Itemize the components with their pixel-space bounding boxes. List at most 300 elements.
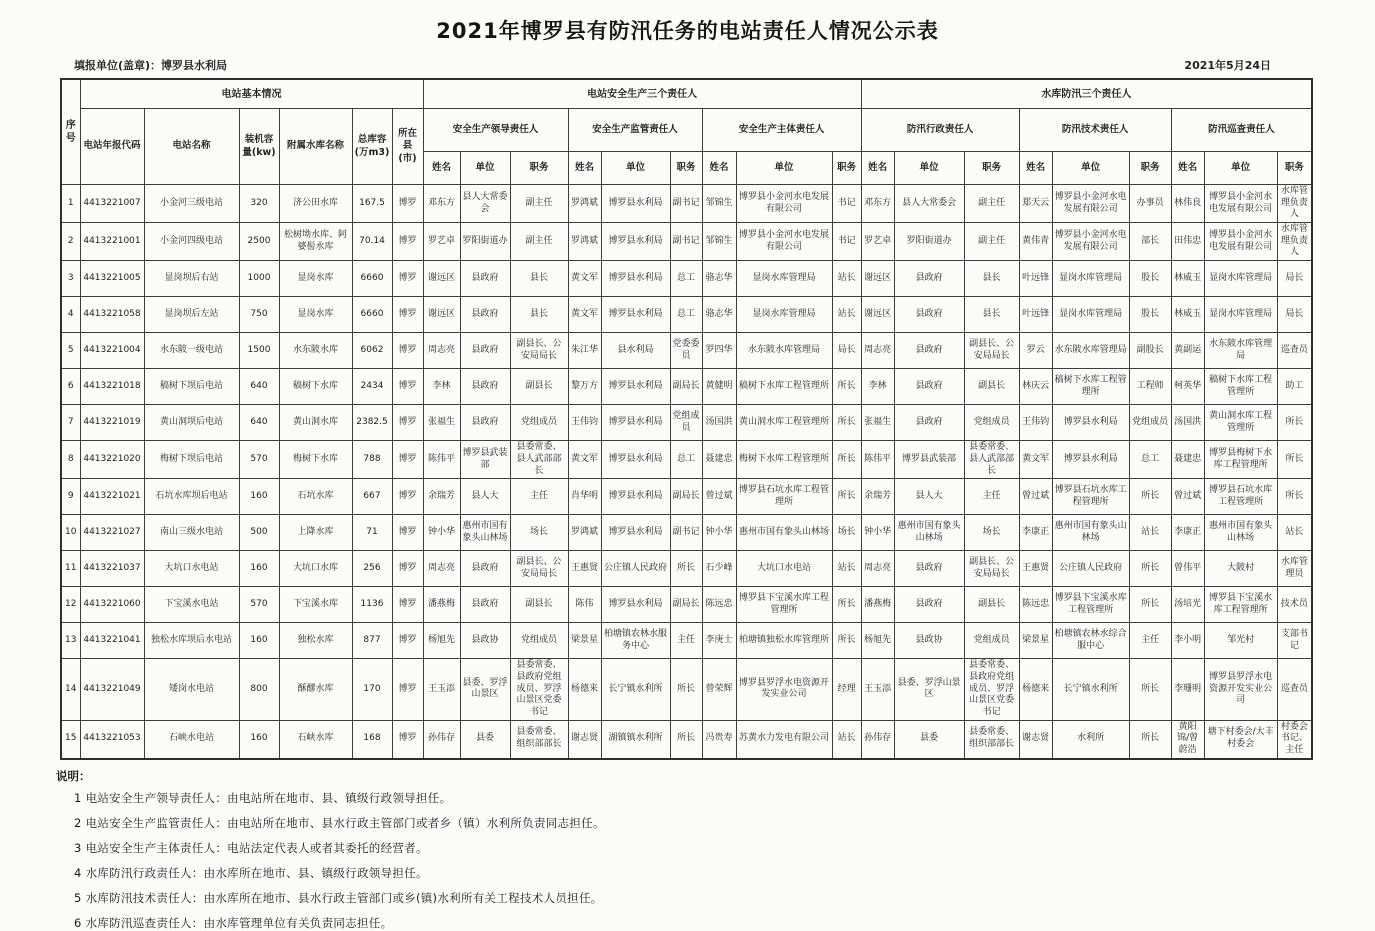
cell-station-name: 水东陂一级电站 (144, 333, 239, 369)
cell-flood-patrol-unit: 邹光村 (1204, 623, 1277, 659)
cell-station-name: 梅树下坝后电站 (144, 441, 239, 479)
cell-total-capacity: 2434 (352, 369, 392, 405)
table-row (61, 297, 1312, 333)
cell-flood-patrol-unit: 稿树下水库工程管理所 (1204, 369, 1277, 405)
cell-safety-supervisor-unit: 博罗县水利局 (601, 261, 670, 297)
cell-flood-tech-title: 所长 (1129, 659, 1171, 720)
cell-flood-patrol-name: 黄阳锦/曾蔚浩 (1171, 720, 1204, 759)
cell-safety-main-title: 站长 (832, 297, 861, 333)
cell-total-capacity: 168 (352, 720, 392, 759)
cell-flood-patrol-unit: 黄山洞水库工程管理所 (1204, 405, 1277, 441)
table-row (61, 515, 1312, 551)
cell-safety-main-unit: 梅树下水库工程管理所 (736, 441, 832, 479)
cell-capacity: 640 (239, 405, 279, 441)
cell-flood-patrol-unit: 博罗县罗浮水电资源开发实业公司 (1204, 659, 1277, 720)
cell-safety-supervisor-name: 朱江华 (568, 333, 601, 369)
col-header-title: 职务 (964, 152, 1019, 185)
cell-safety-main-unit: 黄山洞水库工程管理所 (736, 405, 832, 441)
cell-safety-leader-unit: 县人大 (460, 479, 510, 515)
cell-safety-leader-unit: 县政府 (460, 333, 510, 369)
table-row (61, 333, 1312, 369)
cell-capacity: 750 (239, 297, 279, 333)
cell-safety-leader-name: 谢远区 (423, 261, 460, 297)
cell-station-code: 4413221041 (80, 623, 144, 659)
cell-capacity: 160 (239, 623, 279, 659)
cell-safety-leader-title: 党组成员 (510, 623, 568, 659)
cell-safety-supervisor-title: 副局长 (670, 479, 702, 515)
cell-total-capacity: 2382.5 (352, 405, 392, 441)
col-header-name: 姓名 (702, 152, 736, 185)
cell-flood-tech-name: 曾过斌 (1019, 479, 1052, 515)
cell-flood-admin-name: 谢远区 (861, 297, 894, 333)
cell-reservoir-name: 独松水库 (279, 623, 352, 659)
cell-safety-main-title: 站长 (832, 551, 861, 587)
cell-safety-main-title: 书记 (832, 185, 861, 223)
cell-safety-leader-name: 潘燕梅 (423, 587, 460, 623)
cell-capacity: 160 (239, 479, 279, 515)
cell-flood-tech-unit: 惠州市国有象头山林场 (1052, 515, 1129, 551)
cell-total-capacity: 6660 (352, 297, 392, 333)
cell-safety-main-unit: 水东陂水库管理局 (736, 333, 832, 369)
col-header-name: 姓名 (568, 152, 601, 185)
cell-station-code: 4413221005 (80, 261, 144, 297)
cell-flood-admin-name: 谢远区 (861, 261, 894, 297)
cell-seq: 14 (61, 659, 80, 720)
cell-total-capacity: 6062 (352, 333, 392, 369)
cell-flood-admin-title: 副县长、公安局局长 (964, 333, 1019, 369)
cell-station-code: 4413221027 (80, 515, 144, 551)
cell-station-code: 4413221049 (80, 659, 144, 720)
cell-safety-main-title: 局长 (832, 333, 861, 369)
cell-safety-leader-title: 副县长 (510, 587, 568, 623)
col-header-unit: 单位 (601, 152, 670, 185)
cell-flood-patrol-title: 水库管理员 (1277, 551, 1312, 587)
cell-safety-main-unit: 博罗县小金河水电发展有限公司 (736, 185, 832, 223)
cell-flood-admin-unit: 博罗县武装部 (894, 441, 964, 479)
table-row (61, 479, 1312, 515)
cell-safety-main-unit: 大坑口水电站 (736, 551, 832, 587)
cell-reservoir-name: 显岗水库 (279, 261, 352, 297)
cell-flood-admin-title: 副县长、公安局局长 (964, 551, 1019, 587)
cell-safety-leader-title: 副主任 (510, 185, 568, 223)
cell-safety-supervisor-unit: 湖镇镇水利所 (601, 720, 670, 759)
cell-safety-supervisor-unit: 博罗县水利局 (601, 479, 670, 515)
cell-flood-admin-unit: 县政府 (894, 333, 964, 369)
cell-station-code: 4413221021 (80, 479, 144, 515)
cell-safety-supervisor-name: 黎万方 (568, 369, 601, 405)
cell-safety-leader-name: 陈伟平 (423, 441, 460, 479)
col-header-county: 所在县(市) (392, 109, 423, 185)
cell-seq: 1 (61, 185, 80, 223)
cell-safety-main-name: 陈远忠 (702, 587, 736, 623)
cell-safety-supervisor-title: 所长 (670, 720, 702, 759)
cell-total-capacity: 256 (352, 551, 392, 587)
note-item: 4 水库防汛行政责任人：由水库所在地市、县、镇级行政领导担任。 (74, 865, 428, 880)
cell-safety-main-title: 所长 (832, 441, 861, 479)
cell-county: 博罗 (392, 720, 423, 759)
cell-station-code: 4413221053 (80, 720, 144, 759)
cell-capacity: 1000 (239, 261, 279, 297)
cell-safety-leader-name: 谢远区 (423, 297, 460, 333)
cell-safety-main-unit: 稿树下水库工程管理所 (736, 369, 832, 405)
cell-flood-admin-unit: 县政府 (894, 551, 964, 587)
cell-flood-admin-name: 张福生 (861, 405, 894, 441)
cell-flood-admin-name: 周志亮 (861, 333, 894, 369)
cell-safety-supervisor-title: 副书记 (670, 515, 702, 551)
cell-flood-admin-unit: 县政府 (894, 587, 964, 623)
cell-total-capacity: 71 (352, 515, 392, 551)
cell-safety-supervisor-name: 黄文军 (568, 441, 601, 479)
cell-flood-tech-name: 黄文军 (1019, 441, 1052, 479)
cell-flood-patrol-unit: 显岗水库管理局 (1204, 261, 1277, 297)
cell-safety-supervisor-name: 罗鸿斌 (568, 185, 601, 223)
table-row (61, 223, 1312, 261)
cell-safety-supervisor-unit: 博罗县水利局 (601, 587, 670, 623)
cell-safety-leader-unit: 惠州市国有象头山林场 (460, 515, 510, 551)
cell-station-name: 黄山洞坝后电站 (144, 405, 239, 441)
cell-capacity: 2500 (239, 223, 279, 261)
cell-flood-tech-name: 李康正 (1019, 515, 1052, 551)
cell-safety-main-unit: 博罗县下宝溪水库工程管理所 (736, 587, 832, 623)
cell-flood-patrol-title: 所长 (1277, 479, 1312, 515)
cell-flood-admin-unit: 县委、罗浮山景区 (894, 659, 964, 720)
cell-safety-supervisor-unit: 博罗县水利局 (601, 297, 670, 333)
cell-capacity: 570 (239, 441, 279, 479)
col-header-name: 姓名 (1019, 152, 1052, 185)
cell-safety-leader-name: 周志亮 (423, 333, 460, 369)
cell-safety-supervisor-unit: 博罗县水利局 (601, 223, 670, 261)
cell-flood-tech-title: 党组成员 (1129, 405, 1171, 441)
notes-list (56, 790, 1375, 931)
cell-station-name: 小金河四级电站 (144, 223, 239, 261)
cell-reservoir-name: 大坑口水库 (279, 551, 352, 587)
cell-flood-tech-unit: 博罗县石坑水库工程管理所 (1052, 479, 1129, 515)
group-header-safety-supervisor: 安全生产监管责任人 (568, 109, 702, 152)
note-item: 5 水库防汛技术责任人：由水库所在地市、县水行政主管部门或乡(镇)水利所有关工程技术人员担任。 (74, 890, 603, 905)
cell-flood-tech-name: 林庆云 (1019, 369, 1052, 405)
cell-flood-patrol-name: 曾过斌 (1171, 479, 1204, 515)
cell-flood-tech-title: 工程师 (1129, 369, 1171, 405)
cell-safety-supervisor-unit: 博罗县水利局 (601, 515, 670, 551)
cell-safety-main-title: 所长 (832, 369, 861, 405)
cell-flood-admin-title: 主任 (964, 479, 1019, 515)
cell-flood-patrol-title: 巡查员 (1277, 659, 1312, 720)
cell-flood-admin-name: 孙伟存 (861, 720, 894, 759)
cell-flood-admin-name: 潘燕梅 (861, 587, 894, 623)
group-header-safety: 电站安全生产三个责任人 (423, 79, 861, 109)
cell-safety-leader-name: 罗艺卓 (423, 223, 460, 261)
cell-flood-admin-title: 副县长 (964, 587, 1019, 623)
cell-flood-tech-name: 杨德来 (1019, 659, 1052, 720)
cell-flood-admin-name: 邓东方 (861, 185, 894, 223)
cell-safety-main-unit: 显岗水库管理局 (736, 297, 832, 333)
cell-safety-main-unit: 博罗县罗浮水电资源开发实业公司 (736, 659, 832, 720)
cell-station-code: 4413221018 (80, 369, 144, 405)
cell-safety-main-unit: 惠州市国有象头山林场 (736, 515, 832, 551)
cell-safety-supervisor-title: 总工 (670, 261, 702, 297)
cell-flood-patrol-unit: 博罗县下宝溪水库工程管理所 (1204, 587, 1277, 623)
cell-flood-admin-unit: 县委 (894, 720, 964, 759)
cell-flood-patrol-name: 李康正 (1171, 515, 1204, 551)
cell-flood-patrol-title: 巡查员 (1277, 333, 1312, 369)
cell-station-code: 4413221020 (80, 441, 144, 479)
cell-flood-tech-title: 办事员 (1129, 185, 1171, 223)
cell-safety-leader-unit: 博罗县武装部 (460, 441, 510, 479)
cell-safety-supervisor-name: 杨德来 (568, 659, 601, 720)
cell-safety-main-name: 罗四华 (702, 333, 736, 369)
cell-flood-admin-title: 副主任 (964, 223, 1019, 261)
cell-safety-leader-unit: 县委、罗浮山景区 (460, 659, 510, 720)
cell-flood-patrol-unit: 显岗水库管理局 (1204, 297, 1277, 333)
cell-total-capacity: 70.14 (352, 223, 392, 261)
col-header-title: 职务 (510, 152, 568, 185)
cell-safety-main-name: 冯贵寿 (702, 720, 736, 759)
cell-station-name: 下宝溪水电站 (144, 587, 239, 623)
cell-safety-main-name: 石少峰 (702, 551, 736, 587)
col-header-unit: 单位 (894, 152, 964, 185)
cell-total-capacity: 170 (352, 659, 392, 720)
cell-safety-main-name: 聂建忠 (702, 441, 736, 479)
cell-flood-tech-unit: 水利所 (1052, 720, 1129, 759)
cell-county: 博罗 (392, 333, 423, 369)
cell-safety-leader-title: 县长 (510, 297, 568, 333)
table-row (61, 369, 1312, 405)
cell-safety-supervisor-title: 主任 (670, 623, 702, 659)
cell-flood-patrol-name: 黄副运 (1171, 333, 1204, 369)
cell-flood-tech-unit: 水东陂水库管理局 (1052, 333, 1129, 369)
cell-county: 博罗 (392, 369, 423, 405)
note-item: 2 电站安全生产监管责任人：由电站所在地市、县水行政主管部门或者乡（镇）水利所负责同志担任。 (74, 815, 605, 830)
note-item: 1 电站安全生产领导责任人：由电站所在地市、县、镇级行政领导担任。 (74, 790, 452, 805)
cell-flood-tech-unit: 博罗县下宝溪水库工程管理所 (1052, 587, 1129, 623)
cell-safety-supervisor-name: 罗鸿斌 (568, 515, 601, 551)
cell-flood-patrol-name: 田伟忠 (1171, 223, 1204, 261)
cell-safety-leader-name: 孙伟存 (423, 720, 460, 759)
col-header-title: 职务 (1129, 152, 1171, 185)
cell-safety-supervisor-title: 所长 (670, 659, 702, 720)
cell-station-code: 4413221058 (80, 297, 144, 333)
cell-safety-leader-title: 县长 (510, 261, 568, 297)
cell-safety-supervisor-unit: 长宁镇水利所 (601, 659, 670, 720)
cell-safety-main-title: 站长 (832, 720, 861, 759)
cell-flood-patrol-name: 林伟良 (1171, 185, 1204, 223)
cell-safety-main-unit: 博罗县小金河水电发展有限公司 (736, 223, 832, 261)
cell-safety-supervisor-title: 党委委员 (670, 333, 702, 369)
cell-safety-main-name: 曾荣辉 (702, 659, 736, 720)
table-body (61, 185, 1312, 759)
cell-flood-tech-unit: 博罗县水利局 (1052, 405, 1129, 441)
cell-safety-main-name: 骆志华 (702, 297, 736, 333)
cell-flood-patrol-title: 村委会书记、主任 (1277, 720, 1312, 759)
cell-station-code: 4413221001 (80, 223, 144, 261)
note-item: 3 电站安全生产主体责任人：电站法定代表人或者其委托的经营者。 (74, 840, 428, 855)
cell-seq: 8 (61, 441, 80, 479)
cell-county: 博罗 (392, 623, 423, 659)
cell-flood-admin-unit: 县政府 (894, 405, 964, 441)
cell-reservoir-name: 水东陂水库 (279, 333, 352, 369)
cell-station-code: 4413221004 (80, 333, 144, 369)
cell-safety-main-name: 李庚士 (702, 623, 736, 659)
cell-flood-tech-unit: 稿树下水库工程管理所 (1052, 369, 1129, 405)
cell-flood-admin-name: 罗艺卓 (861, 223, 894, 261)
cell-flood-admin-name: 王玉添 (861, 659, 894, 720)
cell-safety-leader-title: 副县长、公安局局长 (510, 551, 568, 587)
cell-reservoir-name: 稿树下水库 (279, 369, 352, 405)
cell-total-capacity: 788 (352, 441, 392, 479)
cell-reservoir-name: 黄山洞水库 (279, 405, 352, 441)
cell-capacity: 500 (239, 515, 279, 551)
cell-safety-leader-title: 副主任 (510, 223, 568, 261)
cell-safety-supervisor-name: 梁景星 (568, 623, 601, 659)
cell-flood-patrol-name: 汤培光 (1171, 587, 1204, 623)
cell-flood-tech-name: 谢志贤 (1019, 720, 1052, 759)
group-header-safety-main: 安全生产主体责任人 (702, 109, 861, 152)
cell-flood-tech-title: 副股长 (1129, 333, 1171, 369)
cell-county: 博罗 (392, 297, 423, 333)
cell-flood-patrol-name: 李珊明 (1171, 659, 1204, 720)
cell-reservoir-name: 上降水库 (279, 515, 352, 551)
cell-flood-admin-unit: 县政府 (894, 369, 964, 405)
cell-safety-supervisor-unit: 柏塘镇农林水服务中心 (601, 623, 670, 659)
cell-total-capacity: 667 (352, 479, 392, 515)
cell-safety-leader-unit: 县人大常委会 (460, 185, 510, 223)
cell-seq: 6 (61, 369, 80, 405)
cell-safety-main-name: 邹锦生 (702, 223, 736, 261)
cell-safety-leader-title: 县委常委、县政府党组成员、罗浮山景区党委书记 (510, 659, 568, 720)
cell-seq: 3 (61, 261, 80, 297)
cell-safety-leader-name: 余瑞芳 (423, 479, 460, 515)
table-row (61, 185, 1312, 223)
col-header-unit: 单位 (1052, 152, 1129, 185)
col-header-name: 姓名 (1171, 152, 1204, 185)
cell-flood-admin-title: 副县长 (964, 369, 1019, 405)
cell-flood-tech-unit: 博罗县小金河水电发展有限公司 (1052, 223, 1129, 261)
cell-seq: 4 (61, 297, 80, 333)
table-row (61, 720, 1312, 759)
cell-flood-admin-unit: 县人大 (894, 479, 964, 515)
col-header-title: 职务 (1277, 152, 1312, 185)
notes-title: 说明： (56, 768, 91, 783)
cell-safety-main-title: 所长 (832, 405, 861, 441)
cell-total-capacity: 167.5 (352, 185, 392, 223)
col-header-name: 姓名 (423, 152, 460, 185)
cell-station-name: 南山三级水电站 (144, 515, 239, 551)
report-date: 2021年5月24日 (1184, 59, 1271, 72)
cell-flood-admin-name: 周志亮 (861, 551, 894, 587)
cell-flood-patrol-title: 水库管理负责人 (1277, 223, 1312, 261)
cell-county: 博罗 (392, 479, 423, 515)
cell-safety-supervisor-title: 总工 (670, 297, 702, 333)
cell-flood-tech-title: 股长 (1129, 261, 1171, 297)
cell-seq: 2 (61, 223, 80, 261)
cell-flood-tech-title: 部长 (1129, 223, 1171, 261)
cell-safety-supervisor-name: 王伟钧 (568, 405, 601, 441)
cell-flood-tech-unit: 显岗水库管理局 (1052, 261, 1129, 297)
cell-flood-patrol-name: 林威玉 (1171, 297, 1204, 333)
cell-station-code: 4413221037 (80, 551, 144, 587)
cell-flood-patrol-unit: 塘下村委会/大丰村委会 (1204, 720, 1277, 759)
cell-station-name: 石峡水电站 (144, 720, 239, 759)
col-header-unit: 单位 (460, 152, 510, 185)
group-header-flood: 水库防汛三个责任人 (861, 79, 1312, 109)
cell-reservoir-name: 济公田水库 (279, 185, 352, 223)
cell-flood-tech-name: 王伟钧 (1019, 405, 1052, 441)
col-header-capacity: 装机容量(kw) (239, 109, 279, 185)
cell-flood-admin-title: 县长 (964, 297, 1019, 333)
cell-flood-patrol-unit: 水东陂水库管理局 (1204, 333, 1277, 369)
cell-safety-leader-title: 副县长、公安局局长 (510, 333, 568, 369)
table-row (61, 551, 1312, 587)
cell-seq: 15 (61, 720, 80, 759)
cell-reservoir-name: 酥醪水库 (279, 659, 352, 720)
table-row (61, 623, 1312, 659)
cell-safety-supervisor-title: 总工 (670, 441, 702, 479)
cell-flood-tech-title: 站长 (1129, 515, 1171, 551)
cell-county: 博罗 (392, 515, 423, 551)
group-header-flood-tech: 防汛技术责任人 (1019, 109, 1171, 152)
cell-safety-supervisor-title: 党组成员 (670, 405, 702, 441)
cell-flood-tech-name: 王惠贤 (1019, 551, 1052, 587)
cell-safety-supervisor-title: 副局长 (670, 369, 702, 405)
cell-flood-patrol-name: 林威玉 (1171, 261, 1204, 297)
cell-flood-admin-name: 陈伟平 (861, 441, 894, 479)
cell-safety-main-name: 曾过斌 (702, 479, 736, 515)
cell-flood-tech-name: 叶远锋 (1019, 297, 1052, 333)
cell-flood-admin-name: 余瑞芳 (861, 479, 894, 515)
cell-safety-supervisor-title: 所长 (670, 551, 702, 587)
note-item: 6 水库防汛巡查责任人：由水库管理单位有关负责同志担任。 (74, 915, 393, 930)
cell-county: 博罗 (392, 185, 423, 223)
cell-flood-patrol-title: 局长 (1277, 297, 1312, 333)
cell-station-code: 4413221007 (80, 185, 144, 223)
cell-capacity: 1500 (239, 333, 279, 369)
cell-flood-tech-unit: 长宁镇水利所 (1052, 659, 1129, 720)
cell-safety-main-title: 所长 (832, 479, 861, 515)
cell-safety-supervisor-unit: 公庄镇人民政府 (601, 551, 670, 587)
cell-flood-admin-name: 李林 (861, 369, 894, 405)
cell-capacity: 160 (239, 551, 279, 587)
cell-flood-patrol-title: 技术员 (1277, 587, 1312, 623)
cell-safety-leader-title: 党组成员 (510, 405, 568, 441)
cell-safety-leader-name: 周志亮 (423, 551, 460, 587)
cell-flood-tech-title: 所长 (1129, 587, 1171, 623)
cell-safety-leader-title: 场长 (510, 515, 568, 551)
cell-flood-patrol-title: 局长 (1277, 261, 1312, 297)
cell-safety-leader-unit: 县政府 (460, 297, 510, 333)
table-row (61, 441, 1312, 479)
cell-reservoir-name: 显岗水库 (279, 297, 352, 333)
cell-station-name: 独松水库坝后水电站 (144, 623, 239, 659)
cell-flood-tech-unit: 公庄镇人民政府 (1052, 551, 1129, 587)
cell-reservoir-name: 梅树下水库 (279, 441, 352, 479)
cell-flood-admin-unit: 县政府 (894, 297, 964, 333)
cell-safety-supervisor-unit: 博罗县水利局 (601, 441, 670, 479)
group-header-flood-admin: 防汛行政责任人 (861, 109, 1019, 152)
cell-county: 博罗 (392, 551, 423, 587)
cell-safety-supervisor-unit: 博罗县水利局 (601, 185, 670, 223)
cell-safety-main-title: 经理 (832, 659, 861, 720)
cell-flood-tech-title: 所长 (1129, 551, 1171, 587)
cell-safety-supervisor-unit: 县水利局 (601, 333, 670, 369)
cell-flood-tech-unit: 博罗县小金河水电发展有限公司 (1052, 185, 1129, 223)
cell-flood-tech-title: 总工 (1129, 441, 1171, 479)
cell-flood-admin-title: 党组成员 (964, 405, 1019, 441)
cell-capacity: 640 (239, 369, 279, 405)
cell-station-name: 稿树下坝后电站 (144, 369, 239, 405)
cell-safety-supervisor-title: 副局长 (670, 587, 702, 623)
cell-flood-patrol-unit: 大陂村 (1204, 551, 1277, 587)
cell-seq: 7 (61, 405, 80, 441)
